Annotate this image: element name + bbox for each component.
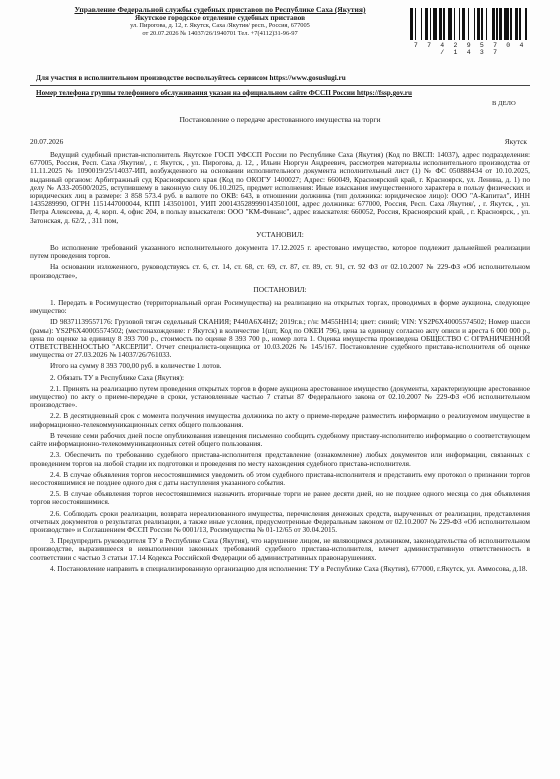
phone-notice: Номер телефона группы телефонного обслуживания указан на официальном сайте ФССП России https://fssp.gov.ru <box>36 89 412 97</box>
item-1-property: ID 98371139557176: Грузовой тягач седельный СКАНИЯ; Р440А6Х4НZ; 2019г.в.; г/н: М455НН14; цвет: синий; VIN: YS2P6X40005574502; Номер шасси (рамы): YS2P6X40005574502; (местонахождение: г Якутск) в количестве 1(шт, Код по ОКЕИ 796), цена за единицу согласно акту описи и ареста 6 000 000 р., цена по оценке за единицу 8 393 700 р., стоимость по оценке 8 393 700 р., номер лота 1. Оценка имущества произведена ОБЩЕСТВО С ОГРАНИЧЕННОЙ ОТВЕТСТВЕННОСТЬЮ "АКСЕРЛИ". Отчет специалиста-оценщика от 10.03.2026 № 145/167. Постановление судебного пристава-исполнителя об оценке имущества от 27.03.2026 № 14037/26/761033. <box>30 317 530 360</box>
item-2-4: 2.4. В случае объявления торгов несостоявшимися уведомить об этом судебного пристава-исполнителя и представить ему протокол о признании торгов несостоявшимися не позднее одного дня с даты наступления указанного события. <box>30 469 530 487</box>
document-city: Якутск <box>504 137 527 146</box>
department-name: Якутское городское отделение судебных приставов <box>134 13 306 22</box>
barcode <box>410 8 530 56</box>
org-name: Управление Федеральной службы судебных приставов по Республике Саха (Якутия) <box>74 5 366 14</box>
v-delo-stamp: В ДЕЛО <box>492 100 516 107</box>
letterhead <box>30 6 410 38</box>
item-3: 3. Предупредить руководителя ТУ в Республике Саха (Якутия), что нарушение лицом, не являющимся должником, законодательства об исполнительном производстве, выразившееся в невыполнении законных требований судебного пристава-исполнителя, влечет административную ответственность в соответствии с частью 3 статьи 17.14 Кодекса Российской Федерации об административных правонарушениях. <box>30 536 530 562</box>
divider <box>30 85 530 86</box>
item-2-6: 2.6. Соблюдать сроки реализации, возврата нереализованного имущества, перечисления денежных средств, вырученных от реализации, представления отчетных документов о результатах реализации, а также иные условия, предусмотренные Федеральным законом от 02.10.2007 № 229-ФЗ «Об исполнительном производстве» и Соглашением ФССП России № 0001/13, Росимущества № 01-12/65 от 30.04.2015. <box>30 508 530 534</box>
barcode-number: 7 7 4 2 9 5 7 0 4 / 1 4 3 7 <box>413 42 527 56</box>
ustanovil-paragraph-1: Во исполнение требований указанного исполнительного документа 17.12.2025 г. арестовано имущество, которое подлежит дальнейшей реализации путем проведения торгов. <box>30 243 530 261</box>
gosuslugi-notice: Для участия в исполнительном производстве воспользуйтесь сервисом https://www.gosuslugi.ru <box>36 74 346 82</box>
ustanovil-paragraph-2: На основании изложенного, руководствуясь ст. 6, ст. 14, ст. 68, ст. 69, ст. 87, ст. 89, ст. 91, ст. 92 ФЗ от 02.10.2007 № 229-ФЗ «Об исполнительном производстве», <box>30 262 530 280</box>
barcode-bars <box>410 8 530 40</box>
item-2-2b: В течение семи рабочих дней после опубликования извещения письменно сообщить судебному приставу-исполнителю информацию о соответствующем сайте информационно-телекоммуникационных сетей общего пользования. <box>30 430 530 449</box>
ustanovil-heading: УСТАНОВИЛ: <box>256 229 304 239</box>
item-2-1: 2.1. Принять на реализацию путем проведения открытых торгов в форме аукциона арестованное имущество (документы, характеризующие арестованное имущество) по акту о приеме-передаче в сроки, установленные частью 7 статьи 87 Федерального закона от 02.10.2007 № 229-ФЗ «Об исполнительном производстве». <box>30 383 530 410</box>
item-2: 2. Обязать ТУ в Республике Саха (Якутия): <box>50 372 185 382</box>
document-body <box>30 151 530 576</box>
document-date: 20.07.2026 <box>30 137 64 146</box>
postanovil-heading: ПОСТАНОВИЛ: <box>253 284 307 294</box>
item-1: 1. Передать в Росимущество (территориальный орган Росимущества) на реализацию на открытых торгах, проводимых в форме аукциона, следующее имущество: <box>30 298 530 316</box>
total-line: Итого на сумму 8 393 700,00 руб. в количестве 1 лотов. <box>50 361 222 371</box>
item-2-2: 2.2. В десятидневный срок с момента получения имущества должника по акту о приеме-передаче разместить информацию о реализуемом имуществе в информационно-телекоммуникационных сетях общего пользования. <box>30 411 530 429</box>
item-4: 4. Постановление направить в специализированную организацию для исполнения: ТУ в Республике Саха (Якутия), 677000, г.Якутск, ул. Аммосова, д.18. <box>50 563 528 573</box>
address-line-1: ул. Пирогова, д. 12, г. Якутск, Саха /Якутия/ респ., Россия, 677005 <box>130 22 310 29</box>
document-title: Постановление о передаче арестованного имущества на торги <box>179 115 381 124</box>
item-2-5: 2.5. В случае объявления торгов несостоявшимися назначить вторичные торги не ранее десяти дней, но не позднее одного месяца со дня объявления торгов несостоявшимися. <box>30 489 530 507</box>
item-2-3: 2.3. Обеспечить по требованию судебного пристава-исполнителя представление (ознакомление) любых документов или информации, связанных с проведением торгов на любой стадии их подготовки и проведения по месту нахождения судебного пристава-исполнителя. <box>30 450 530 468</box>
address-line-2: от 20.07.2026 № 14037/26/1940701 Тел. +7(4112)31-96-97 <box>142 30 298 37</box>
intro-paragraph: Ведущий судебный пристав-исполнитель Якутское ГОСП УФССП России по Республике Саха (Якутия) (Код по ВКСП: 14037), адрес подразделения: 677005, Россия, Респ. Саха /Якутия/, , г. Якутск, , ул. Пирогова, д. 12, , Ильин Нюргун Андреевич, рассмотрев материалы исполнительного производства от 11.11.2025 № 1090019/25/14037-ИП, возбужденного на основании исполнительного документа исполнительный лист (1) № ФС 050888434 от 10.10.2025, выданный органом: Арбитражный суд Красноярского края (Код по ОКОГУ 1400027; Адрес: 660049, Красноярский край, г. Красноярск, ул. Ленина, д. 1) по делу № А33-20500/2025, вступившему в законную силу 06.10.2025, предмет исполнения: Иные взыскания имущественного характера в пользу физических и юридических лиц в размере: 3 858 573.4 руб. в валюте по ОКВ: 643, в отношении должника (тип должника: юридическое лицо): ООО "А-Капитал", ИНН 1435289990, ОГРН 1151447000044, КПП 143501001, УИП 200143528999014350100I, адрес должника: 677000, Россия, Респ. Саха /Якутия/, , г. Якутск, , ул. Петра Алексеева, д. 4, корп. 4, офис 204, в пользу взыскателя: ООО "КМ-Финанс", адрес взыскателя: 660052, Россия, Красноярский край, , г. Красноярск, , ул. Затонская, д. 62/2, , 311 пом, <box>30 150 530 225</box>
